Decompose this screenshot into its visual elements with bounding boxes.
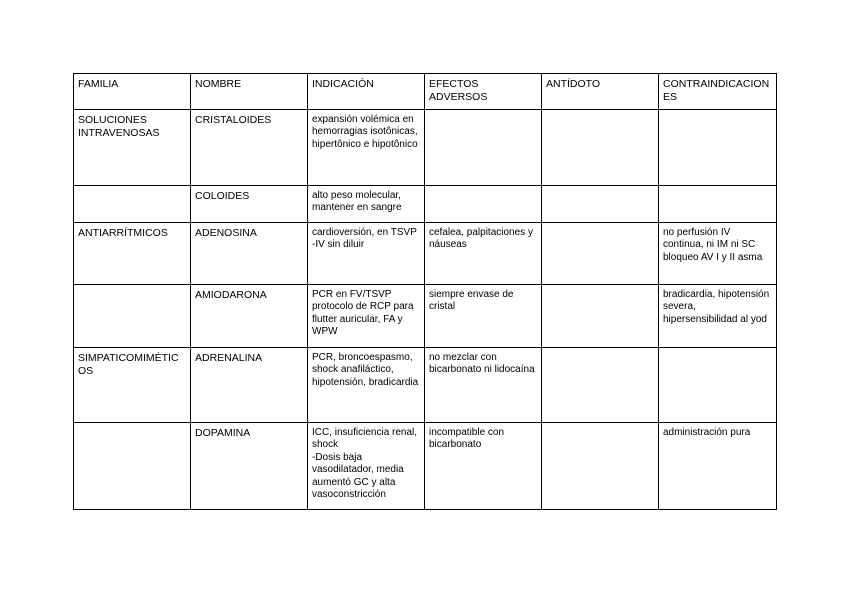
- cell-familia: [74, 186, 191, 223]
- header-antidoto: ANTÍDOTO: [542, 74, 659, 110]
- cell-contraindicaciones: [659, 186, 777, 223]
- table-row: [74, 348, 777, 423]
- cell-efectos-adversos: incompatible con bicarbonato: [425, 423, 542, 510]
- cell-familia: [74, 285, 191, 348]
- cell-indicacion: PCR, broncoespasmo, shock anafiláctico, hipotensión, bradicardia: [308, 348, 425, 423]
- cell-contraindicaciones: [659, 110, 777, 186]
- header-indicacion: INDICACIÓN: [308, 74, 425, 110]
- table-row: [74, 186, 777, 223]
- table-header-row: [74, 74, 777, 110]
- cell-efectos-adversos: cefalea, palpitaciones y náuseas: [425, 223, 542, 285]
- cell-familia: SOLUCIONES INTRAVENOSAS: [74, 110, 191, 186]
- cell-antidoto: [542, 423, 659, 510]
- cell-antidoto: [542, 348, 659, 423]
- cell-efectos-adversos: [425, 186, 542, 223]
- cell-nombre: ADRENALINA: [191, 348, 308, 423]
- header-nombre: NOMBRE: [191, 74, 308, 110]
- header-familia: FAMILIA: [74, 74, 191, 110]
- table-row: [74, 285, 777, 348]
- cell-indicacion: ICC, insuficiencia renal, shock -Dosis baja vasodilatador, media aumentó GC y alta vasoconstricción: [308, 423, 425, 510]
- cell-indicacion: cardioversión, en TSVP -IV sin diluir: [308, 223, 425, 285]
- cell-nombre: COLOIDES: [191, 186, 308, 223]
- cell-efectos-adversos: no mezclar con bicarbonato ni lidocaína: [425, 348, 542, 423]
- cell-antidoto: [542, 285, 659, 348]
- cell-familia: ANTIARRÍTMICOS: [74, 223, 191, 285]
- cell-indicacion: alto peso molecular, mantener en sangre: [308, 186, 425, 223]
- cell-contraindicaciones: administración pura: [659, 423, 777, 510]
- cell-indicacion: PCR en FV/TSVP protocolo de RCP para flutter auricular, FA y WPW: [308, 285, 425, 348]
- table-row: [74, 110, 777, 186]
- cell-contraindicaciones: no perfusión IV continua, ni IM ni SC bloqueo AV I y II asma: [659, 223, 777, 285]
- cell-nombre: DOPAMINA: [191, 423, 308, 510]
- cell-familia: SIMPATICOMIMÉTICOS: [74, 348, 191, 423]
- cell-antidoto: [542, 223, 659, 285]
- cell-antidoto: [542, 110, 659, 186]
- drug-table: [73, 73, 777, 510]
- cell-indicacion: expansión volémica en hemorragias isotônicas, hipertônico e hipotônico: [308, 110, 425, 186]
- cell-nombre: AMIODARONA: [191, 285, 308, 348]
- cell-efectos-adversos: [425, 110, 542, 186]
- cell-contraindicaciones: [659, 348, 777, 423]
- cell-antidoto: [542, 186, 659, 223]
- table-row: [74, 423, 777, 510]
- cell-contraindicaciones: bradicardia, hipotensión severa, hipersensibilidad al yod: [659, 285, 777, 348]
- cell-familia: [74, 423, 191, 510]
- cell-nombre: CRISTALOIDES: [191, 110, 308, 186]
- cell-nombre: ADENOSINA: [191, 223, 308, 285]
- table-row: [74, 223, 777, 285]
- header-efectos-adversos: EFECTOS ADVERSOS: [425, 74, 542, 110]
- cell-efectos-adversos: siempre envase de cristal: [425, 285, 542, 348]
- header-contraindicaciones: CONTRAINDICACIONES: [659, 74, 777, 110]
